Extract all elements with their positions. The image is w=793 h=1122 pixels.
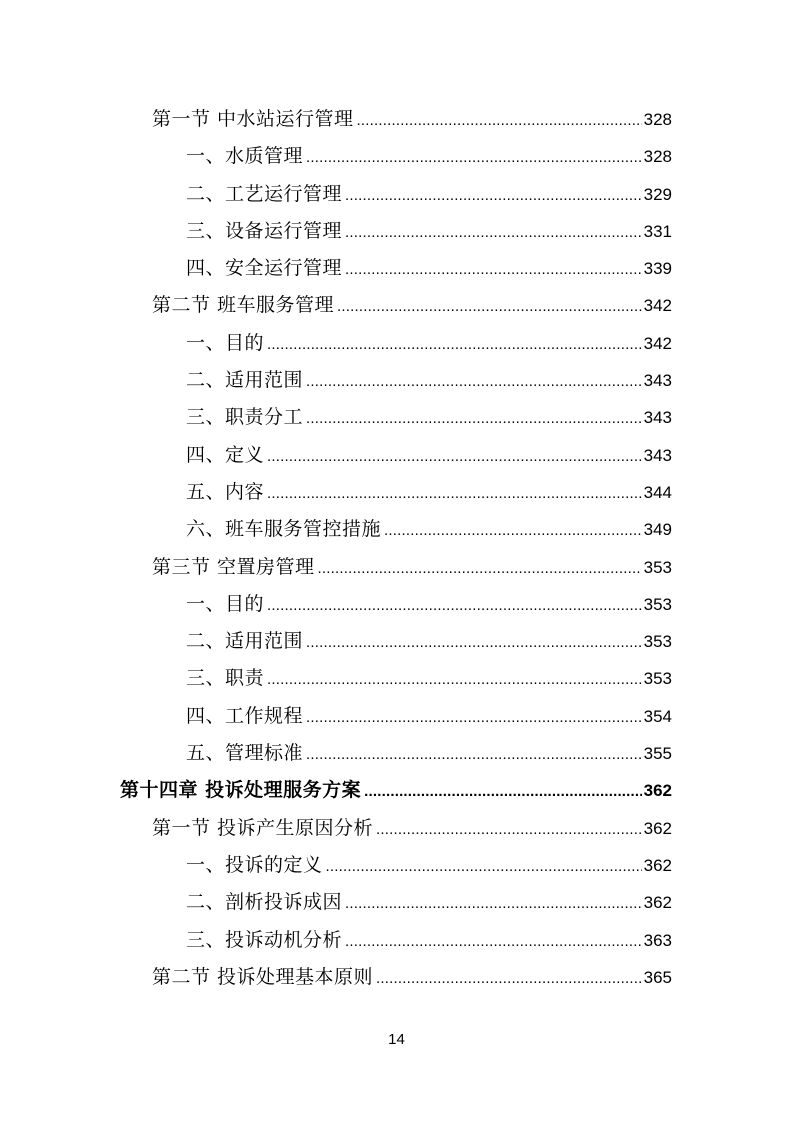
toc-entry[interactable] bbox=[0, 586, 793, 623]
toc-entry[interactable] bbox=[0, 511, 793, 548]
dot-leader bbox=[345, 251, 642, 288]
toc-entry-title: 第一节 投诉产生原因分析 bbox=[152, 816, 374, 839]
toc-entry-title: 第一节 中水站运行管理 bbox=[152, 108, 354, 130]
toc-entry[interactable] bbox=[0, 213, 793, 250]
toc-entry-title: 三、职责 bbox=[186, 667, 265, 690]
toc-entry[interactable] bbox=[0, 437, 793, 474]
toc-entry-page: 362 bbox=[643, 855, 672, 875]
toc-entry[interactable] bbox=[0, 474, 793, 511]
toc-entry-page: 362 bbox=[643, 781, 672, 801]
toc-entry-title: 六、班车服务管控措施 bbox=[186, 518, 382, 541]
toc-entry[interactable] bbox=[0, 549, 793, 586]
dot-leader bbox=[364, 773, 642, 810]
toc-entry-title: 第三节 空置房管理 bbox=[152, 555, 315, 578]
dot-leader bbox=[267, 661, 642, 698]
toc-entry-page: 342 bbox=[643, 296, 672, 316]
toc-entry-page: 355 bbox=[643, 744, 672, 764]
dot-leader bbox=[306, 624, 642, 661]
toc-entry[interactable] bbox=[0, 287, 793, 324]
toc-entry-page: 365 bbox=[643, 967, 672, 987]
toc-entry[interactable] bbox=[0, 810, 793, 847]
toc-entry[interactable] bbox=[0, 698, 793, 735]
toc-entry[interactable] bbox=[0, 362, 793, 399]
dot-leader bbox=[345, 214, 642, 251]
toc-entry-page: 353 bbox=[643, 632, 672, 652]
toc-entry-page: 328 bbox=[643, 147, 672, 167]
toc-entry-title: 二、适用范围 bbox=[186, 630, 304, 653]
toc-entry-title: 第十四章 投诉处理服务方案 bbox=[120, 779, 362, 802]
toc-entry-title: 第二节 班车服务管理 bbox=[152, 294, 335, 317]
toc-entry-title: 第二节 投诉处理基本原则 bbox=[152, 965, 374, 988]
dot-leader bbox=[306, 400, 642, 437]
toc-entry-title: 四、安全运行管理 bbox=[186, 257, 343, 280]
toc-entry-page: 349 bbox=[643, 520, 672, 540]
toc-entry-title: 一、目的 bbox=[186, 592, 265, 615]
dot-leader bbox=[337, 288, 642, 325]
toc-entry-page: 354 bbox=[643, 706, 672, 726]
dot-leader bbox=[376, 960, 642, 997]
toc-entry-title: 四、定义 bbox=[186, 443, 265, 466]
dot-leader bbox=[306, 139, 642, 176]
dot-leader bbox=[267, 587, 642, 624]
dot-leader bbox=[318, 550, 642, 587]
toc-entry-title: 四、工作规程 bbox=[186, 704, 304, 727]
toc-entry-page: 343 bbox=[643, 371, 672, 391]
toc-entry[interactable] bbox=[0, 922, 793, 959]
toc-entry-page: 339 bbox=[643, 259, 672, 279]
dot-leader bbox=[306, 363, 642, 400]
dot-leader bbox=[267, 326, 642, 363]
toc-entry[interactable] bbox=[0, 847, 793, 884]
toc-entry[interactable] bbox=[0, 623, 793, 660]
toc-entry-chapter[interactable] bbox=[0, 772, 793, 809]
toc-entry[interactable] bbox=[0, 735, 793, 772]
toc-entry-page: 328 bbox=[643, 110, 672, 129]
toc-entry-page: 362 bbox=[643, 893, 672, 913]
dot-leader bbox=[306, 736, 642, 773]
toc-entry-title: 二、工艺运行管理 bbox=[186, 182, 343, 205]
toc-entry-page: 331 bbox=[643, 221, 672, 241]
dot-leader bbox=[345, 177, 642, 214]
dot-leader bbox=[384, 512, 642, 549]
dot-leader bbox=[267, 475, 642, 512]
toc-entry-title: 一、目的 bbox=[186, 331, 265, 354]
toc-entry[interactable] bbox=[0, 660, 793, 697]
toc-entry-page: 344 bbox=[643, 482, 672, 502]
toc-entry[interactable] bbox=[0, 399, 793, 436]
dot-leader bbox=[267, 438, 642, 475]
toc-entry-title: 三、设备运行管理 bbox=[186, 219, 343, 242]
toc-entry-page: 342 bbox=[643, 333, 672, 353]
toc-entry-title: 三、投诉动机分析 bbox=[186, 928, 343, 951]
toc-entry-title: 二、适用范围 bbox=[186, 369, 304, 392]
toc-entry-page: 343 bbox=[643, 408, 672, 428]
toc-entry-title: 五、管理标准 bbox=[186, 742, 304, 765]
toc-entry-title: 一、水质管理 bbox=[186, 145, 304, 168]
toc-entry[interactable] bbox=[0, 884, 793, 921]
toc-entry-title: 一、投诉的定义 bbox=[186, 853, 323, 876]
page-number: 14 bbox=[388, 1031, 405, 1048]
toc-entry-title: 三、职责分工 bbox=[186, 406, 304, 429]
toc-entry-title: 五、内容 bbox=[186, 480, 265, 503]
dot-leader bbox=[345, 923, 642, 960]
toc-entry-title: 二、剖析投诉成因 bbox=[186, 891, 343, 914]
toc-entry-page: 329 bbox=[643, 184, 672, 204]
toc-entry[interactable] bbox=[0, 325, 793, 362]
toc-entry[interactable] bbox=[0, 101, 793, 138]
toc-entry[interactable] bbox=[0, 250, 793, 287]
toc-entry-page: 353 bbox=[643, 557, 672, 577]
dot-leader bbox=[345, 885, 642, 922]
dot-leader bbox=[306, 699, 642, 736]
dot-leader bbox=[326, 848, 642, 885]
dot-leader bbox=[357, 102, 642, 139]
toc-entry[interactable] bbox=[0, 138, 793, 175]
toc-entry-page: 363 bbox=[643, 930, 672, 950]
toc-entry-page: 353 bbox=[643, 669, 672, 689]
toc-entry[interactable] bbox=[0, 959, 793, 996]
toc-entry-page: 353 bbox=[643, 594, 672, 614]
toc-entry[interactable] bbox=[0, 176, 793, 213]
toc-entry-page: 343 bbox=[643, 445, 672, 465]
dot-leader bbox=[376, 811, 642, 848]
table-of-contents bbox=[0, 101, 793, 996]
toc-entry-page: 362 bbox=[643, 818, 672, 838]
